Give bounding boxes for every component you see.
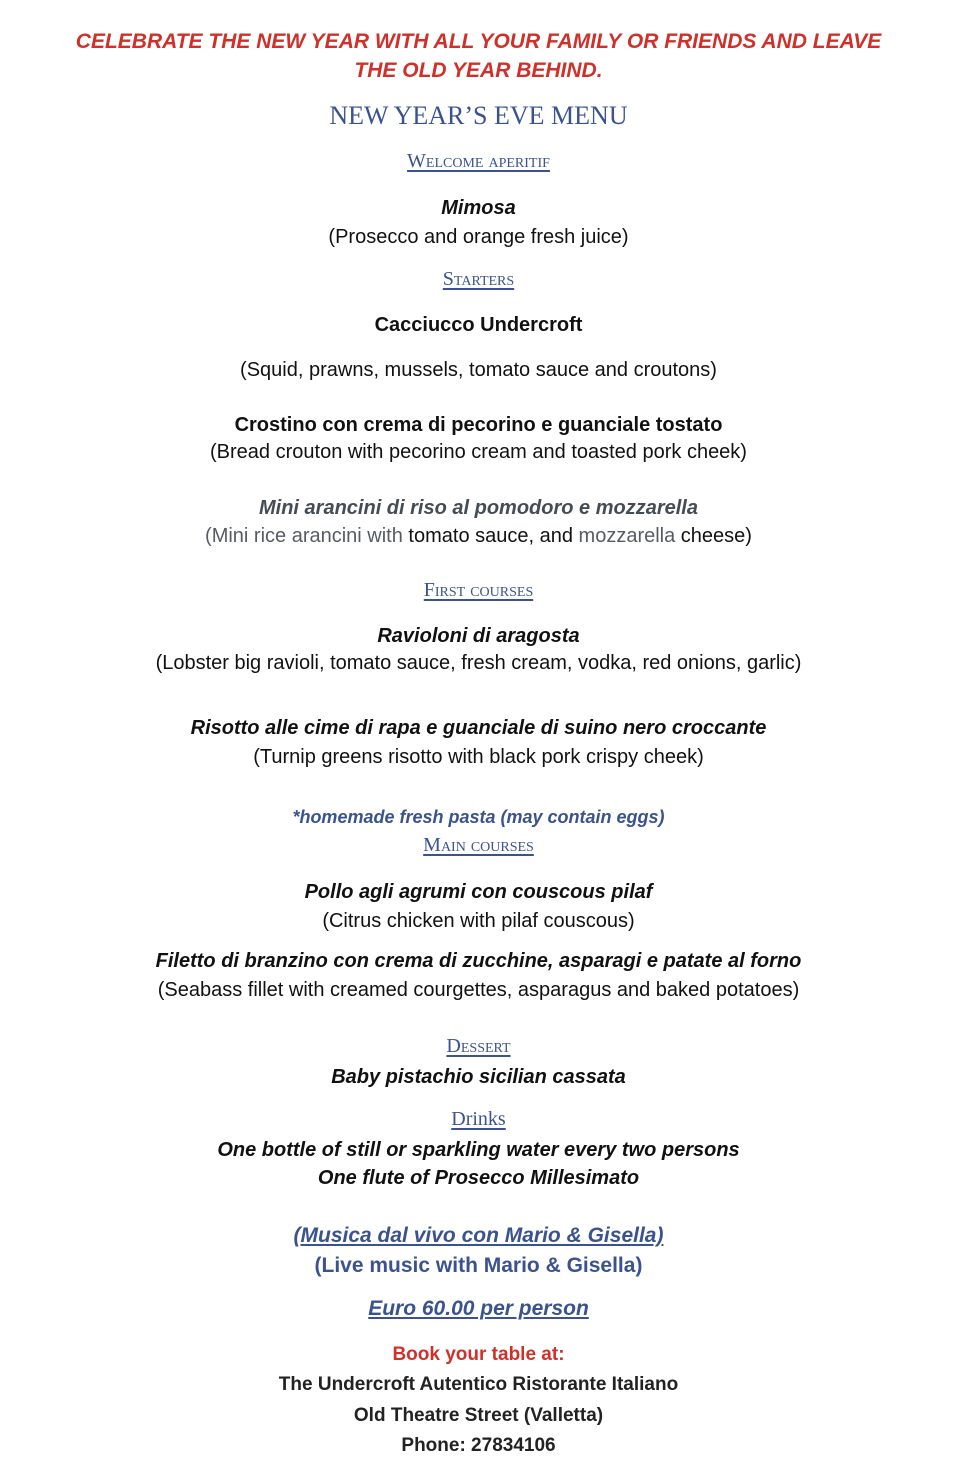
dish-name: Mini arancini di riso al pomodoro e mozzarella: [259, 497, 698, 519]
dish-name: Ravioloni di aragosta: [377, 625, 580, 647]
dessert-item: Baby pistachio sicilian cassata: [331, 1066, 626, 1088]
restaurant-address: Old Theatre Street (Valletta): [353, 1405, 604, 1426]
dish-name: Cacciucco Undercroft: [374, 314, 583, 336]
price: Euro 60.00 per person: [368, 1297, 589, 1320]
dish-name: Risotto alle cime di rapa e guanciale di suino nero croccante: [190, 717, 767, 739]
tagline-line-2: THE OLD YEAR BEHIND.: [354, 59, 603, 82]
live-music-italian: (Musica dal vivo con Mario & Gisella): [293, 1224, 664, 1247]
dish-name: Pollo agli agrumi con couscous pilaf: [304, 881, 653, 903]
dish-description: (Turnip greens risotto with black pork crispy cheek): [253, 746, 704, 768]
dish-description: (Prosecco and orange fresh juice): [328, 226, 629, 248]
restaurant-name: The Undercroft Autentico Ristorante Italiano: [278, 1374, 679, 1395]
dish-mimosa: Mimosa: [441, 197, 516, 219]
dish-description: (Citrus chicken with pilaf couscous): [322, 910, 635, 932]
dish-description: (Seabass fillet with creamed courgettes, asparagus and baked potatoes): [157, 979, 800, 1001]
pasta-note: *homemade fresh pasta (may contain eggs): [292, 807, 665, 827]
dish-description: (Lobster big ravioli, tomato sauce, fresh cream, vodka, red onions, garlic): [155, 652, 802, 674]
dish-name: Filetto di branzino con crema di zucchine, asparagi e patate al forno: [155, 950, 802, 972]
drink-item: One flute of Prosecco Millesimato: [317, 1167, 640, 1189]
booking-label: Book your table at:: [392, 1344, 565, 1365]
page-title: NEW YEAR’S EVE MENU: [329, 101, 628, 130]
section-heading-drinks: Drinks: [451, 1108, 506, 1130]
desc-part: cheese): [675, 525, 752, 547]
drink-item: One bottle of still or sparkling water every two persons: [217, 1139, 740, 1161]
dish-description: (Squid, prawns, mussels, tomato sauce and croutons): [240, 359, 717, 381]
tagline-line-1: CELEBRATE THE NEW YEAR WITH ALL YOUR FAMILY OR FRIENDS AND LEAVE: [75, 30, 882, 53]
restaurant-phone: Phone: 27834106: [401, 1435, 556, 1456]
desc-part: mozzarella: [578, 525, 676, 547]
section-heading-first-courses: First courses: [423, 579, 534, 601]
dish-description: (Bread crouton with pecorino cream and toasted pork cheek): [210, 441, 747, 463]
dish-description: [0, 525, 957, 548]
live-music-english: (Live music with Mario & Gisella): [314, 1254, 643, 1277]
desc-part: (Mini rice arancini with: [205, 525, 409, 547]
dish-name: Crostino con crema di pecorino e guanciale tostato: [234, 414, 723, 436]
desc-part: tomato sauce, and: [408, 525, 579, 547]
section-heading-starters: Starters: [442, 268, 515, 290]
section-heading-dessert: Dessert: [446, 1035, 511, 1057]
section-heading-welcome: Welcome aperitif: [407, 150, 550, 172]
section-heading-main-courses: Main courses: [423, 834, 534, 856]
